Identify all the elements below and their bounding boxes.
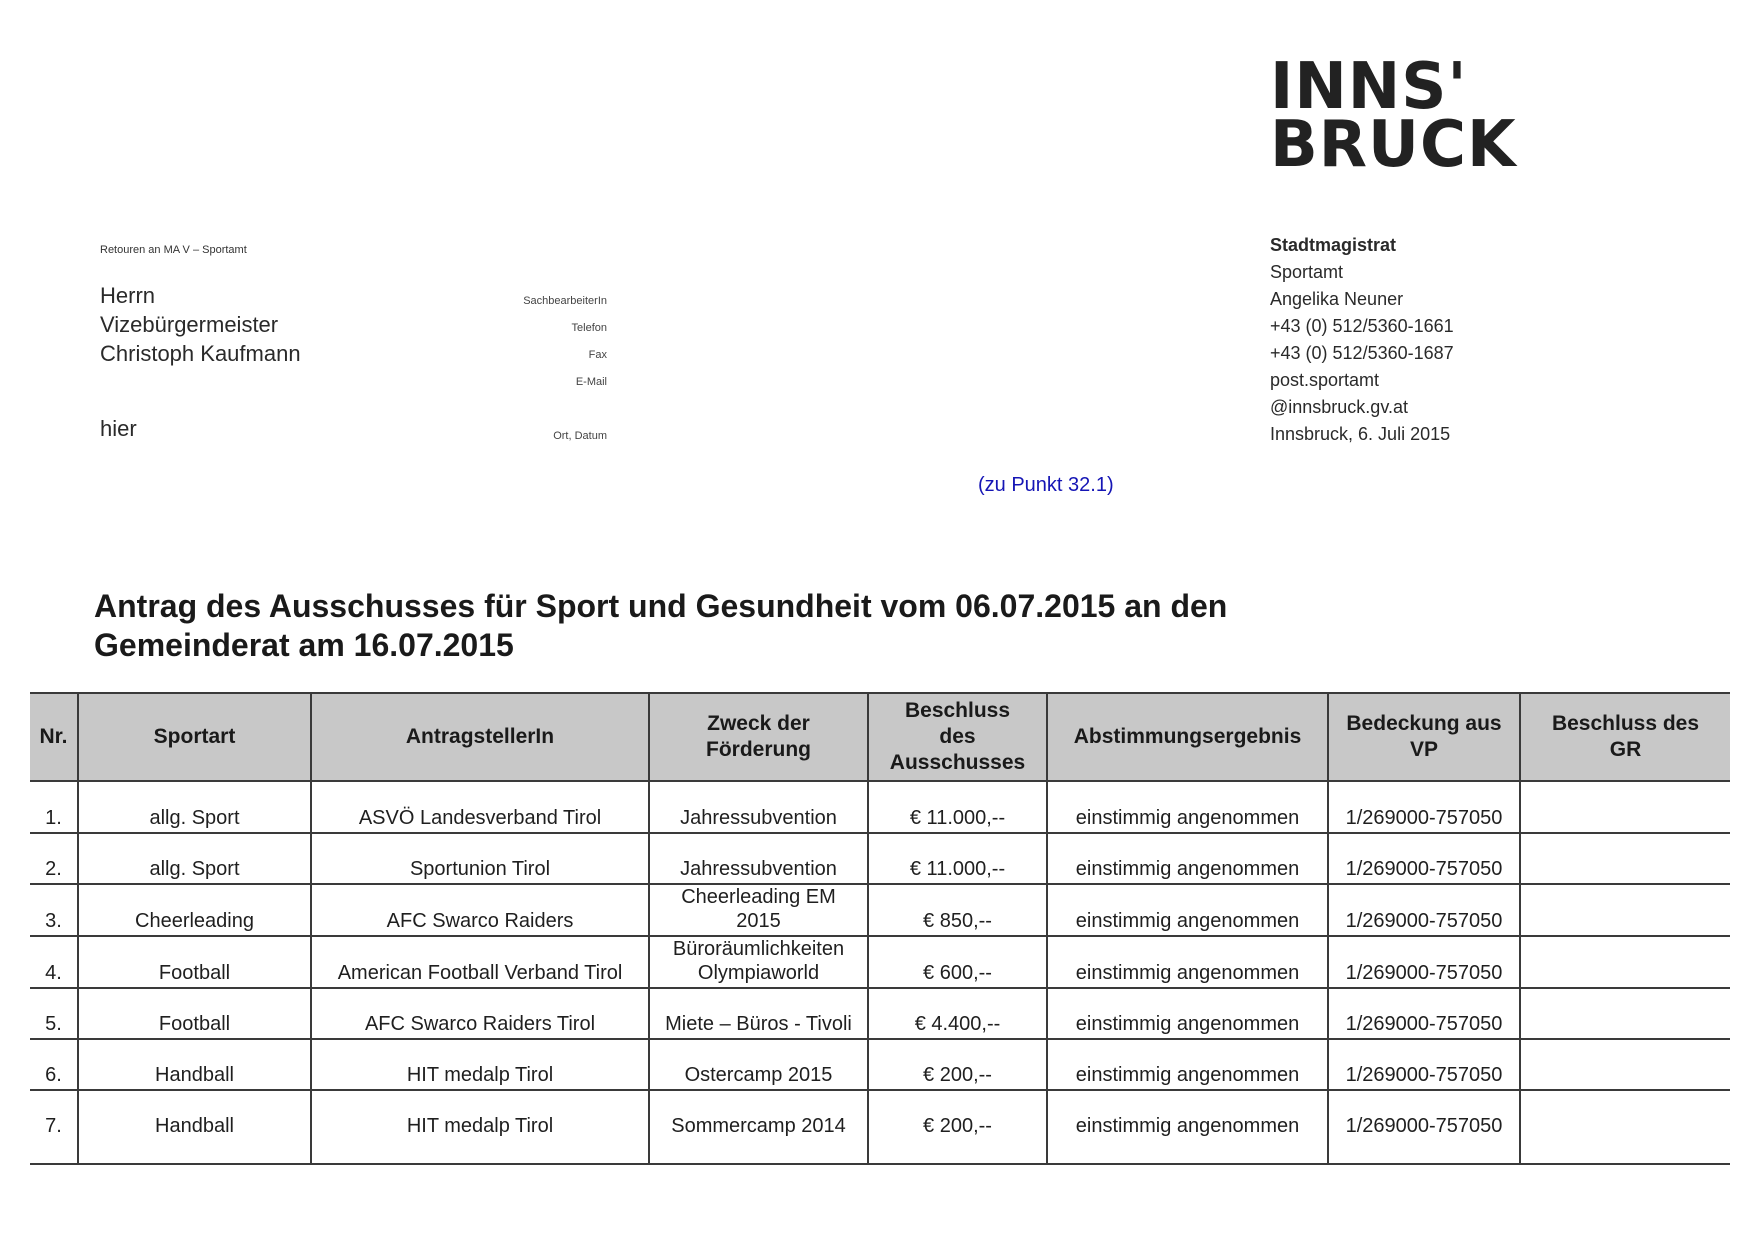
cell-purpose: Cheerleading EM 2015 bbox=[649, 884, 868, 936]
cell-nr: 4. bbox=[30, 936, 78, 988]
header-applicant: AntragstellerIn bbox=[311, 693, 649, 781]
phone-value: +43 (0) 512/5360-1661 bbox=[1270, 316, 1454, 336]
cell-committee: € 850,-- bbox=[868, 884, 1047, 936]
table-row bbox=[30, 936, 1730, 988]
cell-council bbox=[1520, 833, 1730, 884]
recipient-line: Herrn bbox=[100, 283, 156, 308]
cell-sport: allg. Sport bbox=[78, 833, 311, 884]
cell-purpose: Ostercamp 2015 bbox=[649, 1039, 868, 1090]
cell-nr: 3. bbox=[30, 884, 78, 936]
title-line-2: Gemeinderat am 16.07.2015 bbox=[94, 627, 514, 663]
contact-value: Angelika Neuner bbox=[1270, 289, 1404, 309]
sender-department: Sportamt bbox=[1270, 262, 1344, 282]
cell-budget: 1/269000-757050 bbox=[1328, 1039, 1520, 1090]
date-value: Innsbruck, 6. Juli 2015 bbox=[1270, 424, 1451, 444]
title-line-1: Antrag des Ausschusses für Sport und Gesundheit vom 06.07.2015 an den bbox=[94, 588, 1228, 624]
cell-vote: einstimmig angenommen bbox=[1047, 884, 1328, 936]
cell-sport: Football bbox=[78, 988, 311, 1039]
cell-applicant: AFC Swarco Raiders Tirol bbox=[311, 988, 649, 1039]
cell-budget: 1/269000-757050 bbox=[1328, 1090, 1520, 1164]
cell-vote: einstimmig angenommen bbox=[1047, 781, 1328, 833]
cell-vote: einstimmig angenommen bbox=[1047, 1090, 1328, 1164]
cell-budget: 1/269000-757050 bbox=[1328, 781, 1520, 833]
cell-council bbox=[1520, 936, 1730, 988]
cell-applicant: ASVÖ Landesverband Tirol bbox=[311, 781, 649, 833]
cell-committee: € 200,-- bbox=[868, 1090, 1047, 1164]
cell-committee: € 11.000,-- bbox=[868, 833, 1047, 884]
header-vote-result: Abstimmungsergebnis bbox=[1047, 693, 1328, 781]
recipient-location: hier bbox=[100, 416, 137, 441]
header-budget-coverage: Bedeckung aus VP bbox=[1328, 693, 1520, 781]
email-value-domain: @innsbruck.gv.at bbox=[1270, 397, 1408, 417]
cell-council bbox=[1520, 884, 1730, 936]
table-row bbox=[30, 884, 1730, 936]
cell-nr: 6. bbox=[30, 1039, 78, 1090]
header-council-decision: Beschluss des GR bbox=[1520, 693, 1730, 781]
recipient-block bbox=[100, 281, 301, 368]
table-row bbox=[30, 1039, 1730, 1090]
contact-label: SachbearbeiterIn bbox=[523, 295, 607, 307]
date-label: Ort, Datum bbox=[553, 430, 607, 442]
table-row bbox=[30, 1090, 1730, 1164]
cell-purpose: Büroräumlichkeiten Olympiaworld bbox=[649, 936, 868, 988]
recipient-line: Vizebürgermeister bbox=[100, 312, 279, 337]
cell-budget: 1/269000-757050 bbox=[1328, 833, 1520, 884]
reference-note: (zu Punkt 32.1) bbox=[978, 474, 1114, 496]
table-row bbox=[30, 988, 1730, 1039]
email-value: post.sportamt bbox=[1270, 370, 1380, 390]
cell-sport: Football bbox=[78, 936, 311, 988]
cell-vote: einstimmig angenommen bbox=[1047, 988, 1328, 1039]
return-address: Retouren an MA V – Sportamt bbox=[100, 244, 247, 256]
cell-budget: 1/269000-757050 bbox=[1328, 884, 1520, 936]
document-title bbox=[94, 587, 1227, 665]
cell-applicant: Sportunion Tirol bbox=[311, 833, 649, 884]
cell-applicant: American Football Verband Tirol bbox=[311, 936, 649, 988]
phone-label: Telefon bbox=[571, 322, 607, 334]
cell-council bbox=[1520, 988, 1730, 1039]
grants-table-wrapper bbox=[30, 692, 1730, 1165]
email-label: E-Mail bbox=[575, 376, 607, 388]
sender-org: Stadtmagistrat bbox=[1270, 235, 1397, 255]
cell-sport: Handball bbox=[78, 1039, 311, 1090]
cell-vote: einstimmig angenommen bbox=[1047, 833, 1328, 884]
cell-purpose: Jahressubvention bbox=[649, 781, 868, 833]
cell-committee: € 200,-- bbox=[868, 1039, 1047, 1090]
cell-purpose: Miete – Büros - Tivoli bbox=[649, 988, 868, 1039]
cell-purpose: Sommercamp 2014 bbox=[649, 1090, 868, 1164]
cell-vote: einstimmig angenommen bbox=[1047, 1039, 1328, 1090]
fax-label: Fax bbox=[588, 349, 607, 361]
fax-value: +43 (0) 512/5360-1687 bbox=[1270, 343, 1454, 363]
cell-sport: allg. Sport bbox=[78, 781, 311, 833]
cell-nr: 7. bbox=[30, 1090, 78, 1164]
cell-nr: 5. bbox=[30, 988, 78, 1039]
header-sport: Sportart bbox=[78, 693, 311, 781]
cell-applicant: HIT medalp Tirol bbox=[311, 1090, 649, 1164]
cell-nr: 1. bbox=[30, 781, 78, 833]
logo-line-2: BRUCK bbox=[1270, 108, 1517, 182]
cell-budget: 1/269000-757050 bbox=[1328, 936, 1520, 988]
recipient-line: Christoph Kaufmann bbox=[100, 341, 301, 366]
cell-applicant: HIT medalp Tirol bbox=[311, 1039, 649, 1090]
cell-council bbox=[1520, 781, 1730, 833]
table-row bbox=[30, 781, 1730, 833]
table-header-row bbox=[30, 693, 1730, 781]
cell-vote: einstimmig angenommen bbox=[1047, 936, 1328, 988]
cell-committee: € 600,-- bbox=[868, 936, 1047, 988]
innsbruck-logo bbox=[1270, 50, 1517, 182]
cell-committee: € 4.400,-- bbox=[868, 988, 1047, 1039]
cell-sport: Cheerleading bbox=[78, 884, 311, 936]
cell-council bbox=[1520, 1039, 1730, 1090]
cell-council bbox=[1520, 1090, 1730, 1164]
header-purpose: Zweck der Förderung bbox=[649, 693, 868, 781]
logo-line-1: INNS' bbox=[1270, 50, 1468, 124]
cell-applicant: AFC Swarco Raiders bbox=[311, 884, 649, 936]
grants-table bbox=[30, 692, 1730, 1165]
header-committee-decision: Beschluss des Ausschusses bbox=[868, 693, 1047, 781]
cell-sport: Handball bbox=[78, 1090, 311, 1164]
cell-purpose: Jahressubvention bbox=[649, 833, 868, 884]
header-nr: Nr. bbox=[30, 693, 78, 781]
cell-committee: € 11.000,-- bbox=[868, 781, 1047, 833]
cell-budget: 1/269000-757050 bbox=[1328, 988, 1520, 1039]
table-row bbox=[30, 833, 1730, 884]
cell-nr: 2. bbox=[30, 833, 78, 884]
